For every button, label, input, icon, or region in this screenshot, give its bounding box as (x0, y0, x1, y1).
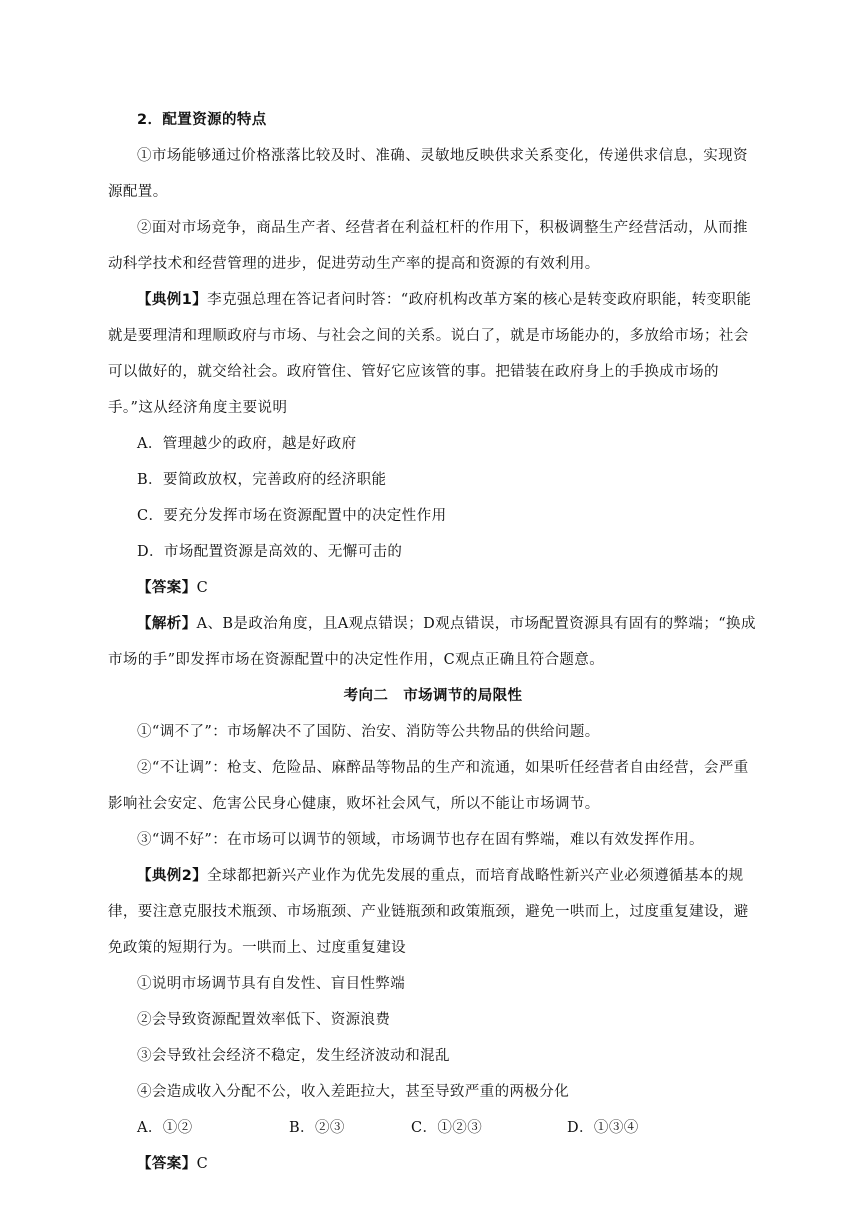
options-row (108, 1110, 758, 1146)
answer-value: C (196, 580, 209, 596)
option-c: C．要充分发挥市场在资源配置中的决定性作用 (137, 508, 447, 524)
example-text: 李克强总理在答记者问时答：“政府机构改革方案的核心是转变政府职能，转变职能就是要理清和理顺政府与市场、与社会之间的关系。说白了，就是市场能办的，多放给市场；社会可以做好的，就交给社会。政府管住、管好它应该管的事。把错装在政府身上的手换成市场的手。”这从经济角度主要说明 (108, 292, 752, 416)
direction-heading: 考向二 市场调节的局限性 (343, 688, 523, 704)
paragraph: ②面对市场竞争，商品生产者、经营者在利益杠杆的作用下，积极调整生产经营活动，从而推动科学技术和经营管理的进步，促进劳动生产率的提高和资源的有效利用。 (108, 220, 748, 272)
option-d: D．①③④ (567, 1120, 639, 1136)
option-b: B．要简政放权，完善政府的经济职能 (137, 472, 387, 488)
statement-3: ③会导致社会经济不稳定，发生经济波动和混乱 (137, 1048, 450, 1064)
example-text: 全球都把新兴产业作为优先发展的重点，而培育战略性新兴产业必须遵循基本的规律，要注意克服技术瓶颈、市场瓶颈、产业链瓶颈和政策瓶颈，避免一哄而上，过度重复建设，避免政策的短期行为。一哄而上、过度重复建设 (108, 868, 749, 956)
statement-1: ①说明市场调节具有自发性、盲目性弊端 (137, 976, 406, 992)
option-a: A．①② (137, 1120, 193, 1136)
example-1-stem (108, 282, 758, 426)
document-page (108, 102, 758, 1182)
analysis-label: 【解析】 (137, 616, 197, 632)
paragraph: ①市场能够通过价格涨落比较及时、准确、灵敏地反映供求关系变化，传递供求信息，实现资源配置。 (108, 148, 748, 200)
example-2-stem (108, 858, 758, 966)
option-a: A．管理越少的政府，越是好政府 (137, 436, 357, 452)
paragraph: ①“调不了”：市场解决不了国防、治安、消防等公共物品的供给问题。 (137, 724, 600, 740)
paragraph: ②“不让调”：枪支、危险品、麻醉品等物品的生产和流通，如果听任经营者自由经营，会严重影响社会安定、危害公民身心健康，败坏社会风气，所以不能让市场调节。 (108, 760, 749, 812)
statement-4: ④会造成收入分配不公，收入差距拉大，甚至导致严重的两极分化 (137, 1084, 570, 1100)
analysis-text: A、B是政治角度，且A观点错误；D观点错误，市场配置资源具有固有的弊端；“换成市场的手”即发挥市场在资源配置中的决定性作用，C观点正确且符合题意。 (108, 616, 756, 668)
answer (108, 1146, 758, 1182)
example-label: 【典例2】 (137, 868, 208, 884)
answer-label: 【答案】 (137, 1156, 197, 1172)
answer-label: 【答案】 (137, 580, 197, 596)
option-d: D．市场配置资源是高效的、无懈可击的 (137, 544, 403, 560)
option-b: B．②③ (289, 1120, 345, 1136)
answer (108, 570, 758, 606)
paragraph: ③“调不好”：在市场可以调节的领域，市场调节也存在固有弊端，难以有效发挥作用。 (137, 832, 704, 848)
section-heading: 2．配置资源的特点 (137, 112, 267, 128)
option-c: C．①②③ (411, 1120, 483, 1136)
statement-2: ②会导致资源配置效率低下、资源浪费 (137, 1012, 391, 1028)
analysis (108, 606, 758, 678)
example-label: 【典例1】 (137, 292, 208, 308)
answer-value: C (196, 1156, 209, 1172)
